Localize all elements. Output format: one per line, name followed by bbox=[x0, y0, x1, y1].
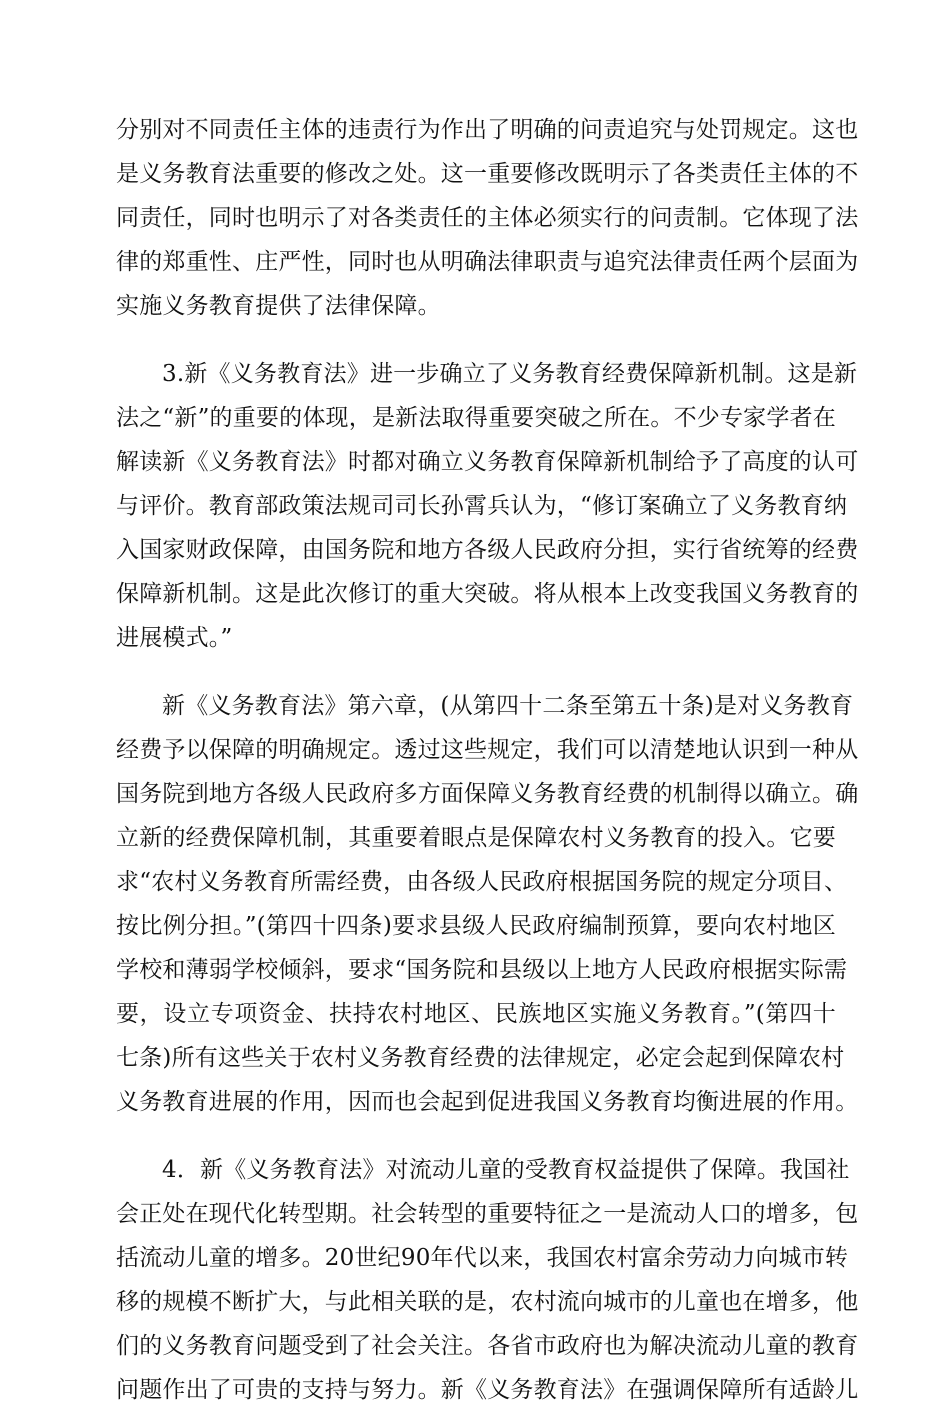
text-line: 新《义务教育法》第六章，(从第四十二条至第五十条)是对义务教育 bbox=[162, 693, 854, 719]
text-line: 国务院到地方各级人民政府多方面保障义务教育经费的机制得以确立。确 bbox=[116, 781, 859, 807]
text-line: 学校和薄弱学校倾斜，要求“国务院和县级以上地方人民政府根据实际需 bbox=[116, 957, 848, 983]
text-line: 解读新《义务教育法》时都对确立义务教育保障新机制给予了高度的认可 bbox=[116, 449, 859, 475]
text-line: 求“农村义务教育所需经费，由各级人民政府根据国务院的规定分项目、 bbox=[116, 869, 848, 895]
text-line: 分别对不同责任主体的违责行为作出了明确的问责追究与处罚规定。这也 bbox=[116, 117, 859, 143]
text-line: 括流动儿童的增多。20世纪90年代以来，我国农村富余劳动力向城市转 bbox=[116, 1245, 849, 1271]
text-line: 立新的经费保障机制，其重要着眼点是保障农村义务教育的投入。它要 bbox=[116, 825, 836, 851]
paragraph-chapter-six bbox=[116, 684, 859, 1124]
text-line: 要，设立专项资金、扶持农村地区、民族地区实施义务教育。”(第四十 bbox=[116, 1001, 836, 1027]
paragraph-migrant-children bbox=[116, 1148, 859, 1412]
text-line: 保障新机制。这是此次修订的重大突破。将从根本上改变我国义务教育的 bbox=[116, 581, 859, 607]
text-line: 会正处在现代化转型期。社会转型的重要特征之一是流动人口的增多，包 bbox=[116, 1201, 859, 1227]
text-line: 义务教育进展的作用，因而也会起到促进我国义务教育均衡进展的作用。 bbox=[116, 1089, 859, 1115]
text-line: 法之“新”的重要的体现，是新法取得重要突破之所在。不少专家学者在 bbox=[116, 405, 836, 431]
text-line: 进展模式。” bbox=[116, 625, 233, 651]
document-body bbox=[116, 108, 859, 1412]
text-line: 是义务教育法重要的修改之处。这一重要修改既明示了各类责任主体的不 bbox=[116, 161, 859, 187]
text-line: 移的规模不断扩大，与此相关联的是，农村流向城市的儿童也在增多，他 bbox=[116, 1289, 859, 1315]
paragraph-funding-mechanism bbox=[116, 352, 859, 660]
text-line: 按比例分担。”(第四十四条)要求县级人民政府编制预算，要向农村地区 bbox=[116, 913, 836, 939]
text-line: 入国家财政保障，由国务院和地方各级人民政府分担，实行省统筹的经费 bbox=[116, 537, 859, 563]
text-line: 律的郑重性、庄严性，同时也从明确法律职责与追究法律责任两个层面为 bbox=[116, 249, 859, 275]
text-line: 同责任，同时也明示了对各类责任的主体必须实行的问责制。它体现了法 bbox=[116, 205, 859, 231]
paragraph-accountability bbox=[116, 108, 859, 328]
text-line: 4．新《义务教育法》对流动儿童的受教育权益提供了保障。我国社 bbox=[162, 1157, 850, 1183]
text-line: 与评价。教育部政策法规司司长孙霄兵认为，“修订案确立了义务教育纳 bbox=[116, 493, 848, 519]
text-line: 3.新《义务教育法》进一步确立了义务教育经费保障新机制。这是新 bbox=[162, 361, 858, 387]
text-line: 实施义务教育提供了法律保障。 bbox=[116, 293, 441, 319]
text-line: 经费予以保障的明确规定。透过这些规定，我们可以清楚地认识到一种从 bbox=[116, 737, 859, 763]
text-line: 七条)所有这些关于农村义务教育经费的法律规定，必定会起到保障农村 bbox=[116, 1045, 845, 1071]
text-line: 们的义务教育问题受到了社会关注。各省市政府也为解决流动儿童的教育 bbox=[116, 1333, 859, 1359]
text-line: 问题作出了可贵的支持与努力。新《义务教育法》在强调保障所有适龄儿 bbox=[116, 1377, 859, 1403]
